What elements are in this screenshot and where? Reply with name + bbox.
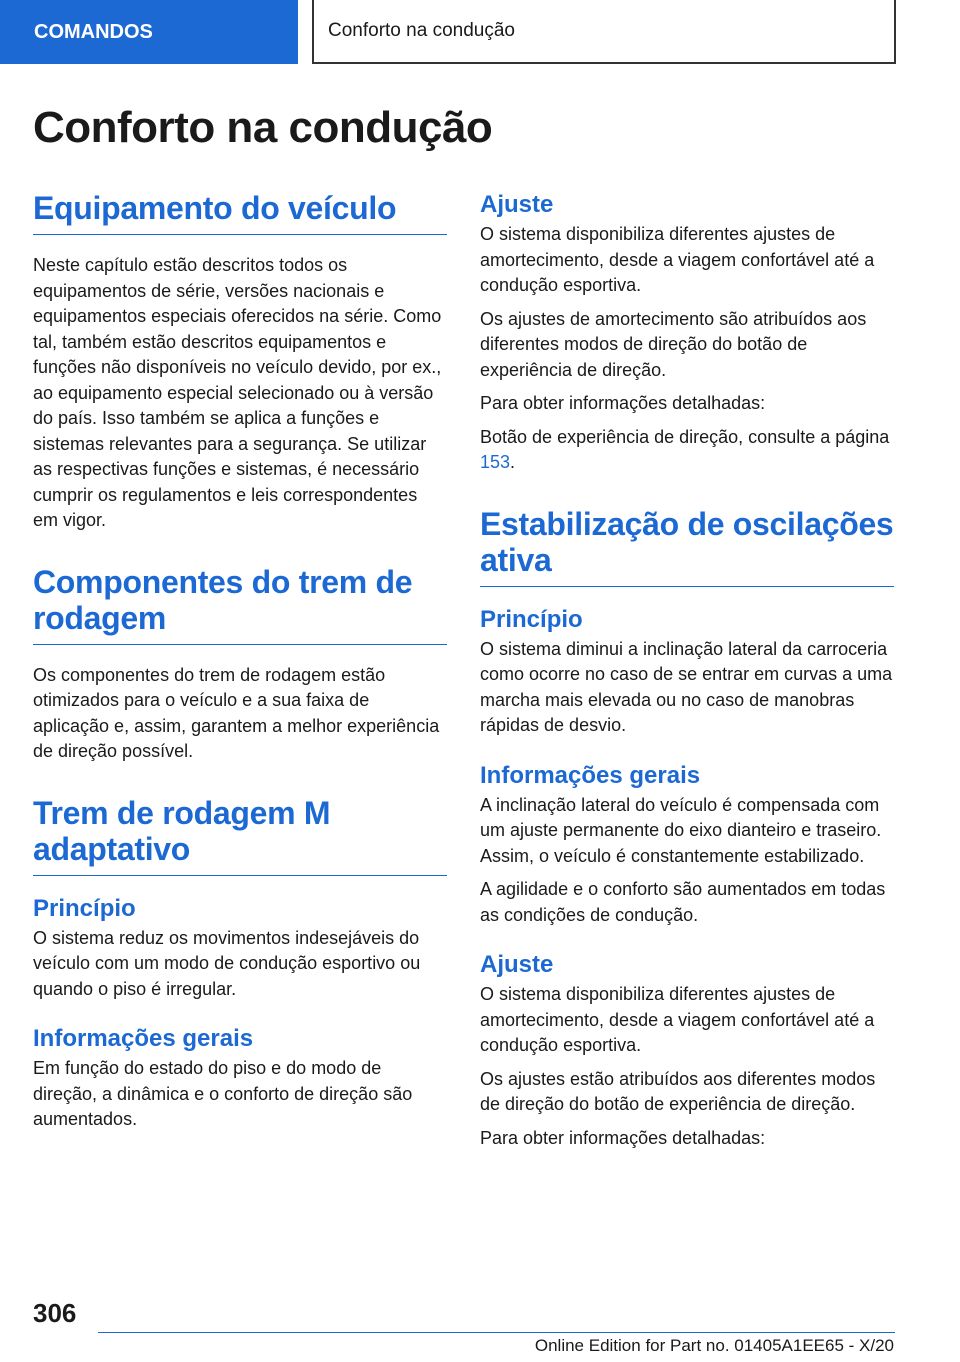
paragraph-principio: O sistema reduz os movimentos indesejáveis do veículo com um modo de condução esportivo ou quando o piso é irregular. — [33, 927, 421, 999]
paragraph-informacoes: Em função do estado do piso e do modo de direção, a dinâmica e o conforto de direção são aumentados. — [33, 1058, 413, 1129]
paragraph-ajuste-1: O sistema disponibiliza diferentes ajustes de amortecimento, desde a viagem confortável até a condução esportiva. — [480, 224, 875, 295]
subheading-informacoes: Informações gerais — [33, 1025, 254, 1052]
heading-trem-adaptativo: Trem de rodagem M adaptativo — [33, 795, 447, 876]
page-link-153[interactable]: 153 — [480, 452, 511, 472]
paragraph-equipamento: Neste capítulo estão descritos todos os equipamentos de série, versões nacionais e equipamentos especiais oferecidos na série. Como tal, também estão descritos equipamentos e funções não disponíveis no veículo devido, por ex., ao equipamento especial selecionado ou à versão do país. Isso também se aplica a funções e sistemas relevantes para a segurança. Se utilizar as respectivas funções e sistemas, é necessário cumprir os regulamentos e leis correspondentes em vigor. — [33, 255, 442, 530]
page-number: 306 — [33, 1298, 77, 1328]
paragraph-ajuste-2: Os ajustes de amortecimento são atribuídos aos diferentes modos de direção do botão de experiência de direção. — [480, 308, 867, 380]
right-column — [480, 190, 894, 1159]
heading-estabilizacao: Estabilização de oscilações ativa — [480, 506, 894, 587]
paragraph-ajuste2-3: Para obter informações detalhadas: — [480, 1127, 766, 1148]
heading-equipamento: Equipamento do veículo — [33, 190, 447, 235]
ref-suffix: . — [510, 452, 516, 472]
subheading-principio: Princípio — [33, 894, 136, 922]
paragraph-principio-2: O sistema diminui a inclinação lateral da carroceria como ocorre no caso de se entrar em curvas a uma marcha mais elevada ou no caso de manobras rápidas de desvio. — [480, 638, 893, 735]
paragraph-ajuste-ref — [480, 425, 894, 476]
header-title-box — [312, 0, 896, 64]
paragraph-informacoes-2a: A inclinação lateral do veículo é compensada com um ajuste permanente do eixo dianteiro e traseiro. Assim, o veículo é constantemente estabilizado. — [480, 794, 882, 866]
subheading-principio-2: Princípio — [480, 605, 583, 633]
ref-text: Botão de experiência de direção, consulte a página — [480, 426, 890, 447]
header-title: Conforto na condução — [328, 20, 515, 41]
section-label: COMANDOS — [34, 20, 153, 43]
paragraph-ajuste2-1: O sistema disponibiliza diferentes ajustes de amortecimento, desde a viagem confortável até a condução esportiva. — [480, 984, 875, 1055]
page-title: Conforto na condução — [33, 103, 493, 152]
paragraph-ajuste2-2: Os ajustes estão atribuídos aos diferentes modos de direção do botão de experiência de direção. — [480, 1068, 876, 1114]
subheading-informacoes-2: Informações gerais — [480, 761, 701, 789]
footer-divider — [98, 1332, 895, 1333]
subheading-ajuste-2: Ajuste — [480, 951, 554, 978]
paragraph-componentes: Os componentes do trem de rodagem estão otimizados para o veículo e a sua faixa de aplicação e, assim, garantem a melhor experiência de direção possível. — [33, 664, 440, 761]
left-column — [33, 190, 447, 1141]
paragraph-ajuste-3: Para obter informações detalhadas: — [480, 393, 766, 413]
subheading-ajuste: Ajuste — [480, 191, 554, 218]
section-tab[interactable] — [0, 0, 298, 64]
footer-edition: Online Edition for Part no. 01405A1EE65 - X/20 — [534, 1336, 894, 1355]
paragraph-informacoes-2b: A agilidade e o conforto são aumentados em todas as condições de condução. — [480, 879, 886, 925]
heading-componentes: Componentes do trem de rodagem — [33, 564, 447, 645]
